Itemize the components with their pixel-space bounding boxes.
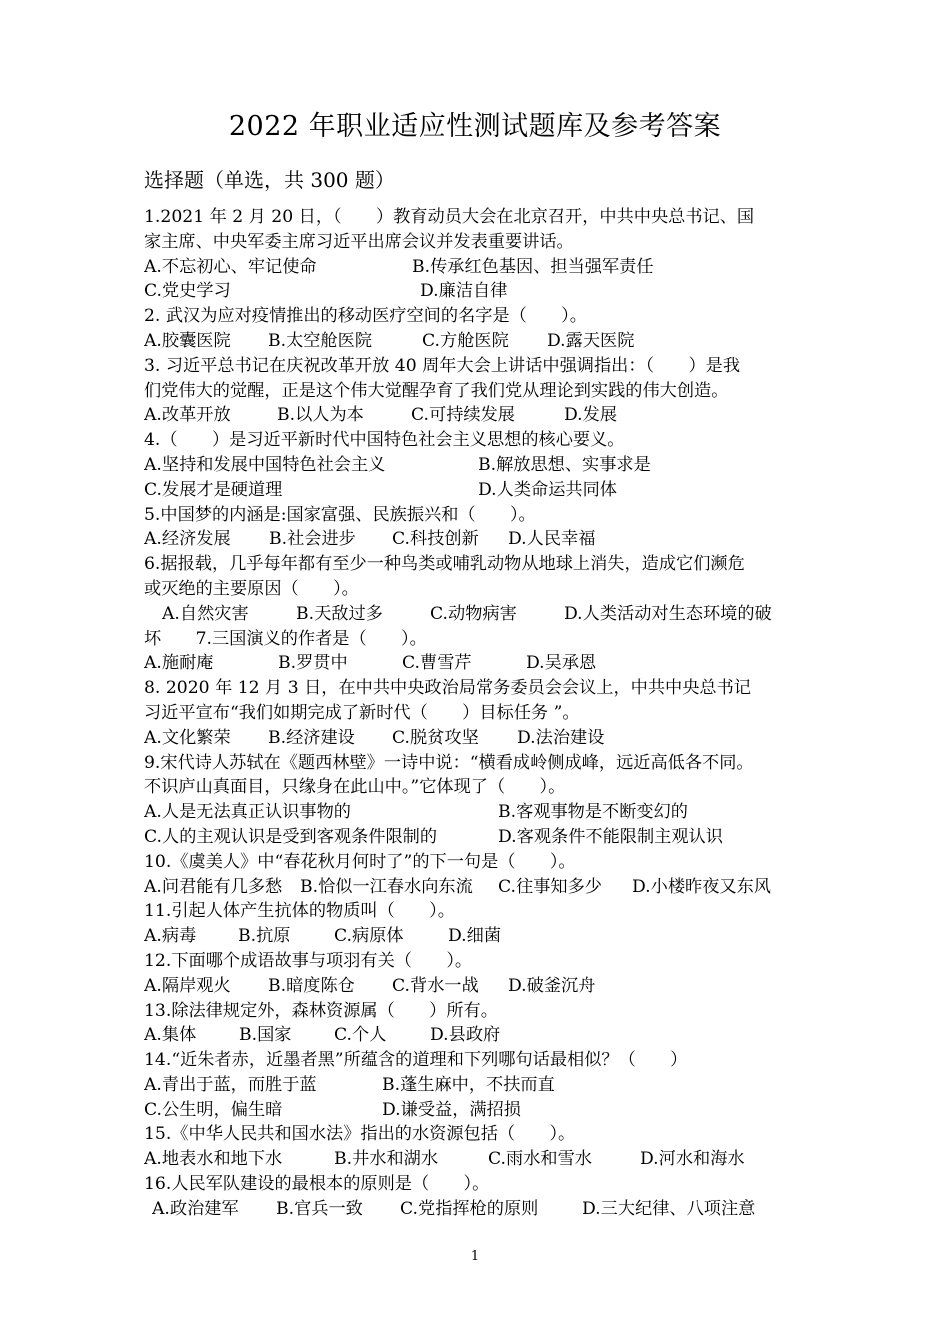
question-text: 5.中国梦的内涵是:国家富强、民族振兴和（ ）。 [144,504,536,525]
question-text: 或灭绝的主要原因（ ）。 [144,578,359,599]
page-number: 1 [470,1249,480,1264]
option: D.廉洁自律 [420,281,508,302]
question-list [144,205,820,1222]
option: B.罗贯中 [278,653,348,674]
option: B.恰似一江春水向东流 [300,876,473,897]
option: D.小楼昨夜又东风 [632,876,771,897]
option: A.改革开放 [144,405,231,426]
option: D.露天医院 [547,330,635,351]
option: A.自然灾害 [162,603,249,624]
question-text: 3. 习近平总书记在庆祝改革开放 40 周年大会上讲话中强调指出：（ ）是我 [144,355,741,376]
option: B.客观事物是不断变幻的 [498,802,688,823]
option: C.党指挥枪的原则 [400,1198,539,1219]
question-text: 2. 武汉为应对疫情推出的移动医疗空间的名字是（ ）。 [144,306,587,327]
question-text: 习近平宣布“我们如期完成了新时代（ ）目标任务 ”。 [144,702,580,723]
option: A.地表水和地下水 [144,1149,283,1170]
option: B.抗原 [238,926,291,947]
option: D.发展 [564,405,618,426]
option: A.不忘初心、牢记使命 [144,256,317,277]
document-title: 2022 年职业适应性测试题库及参考答案 [228,111,722,142]
option: C.科技创新 [392,529,479,550]
option: B.以人为本 [277,405,364,426]
option: B.经济建设 [268,727,355,748]
question-text: 16.人民军队建设的最根本的原则是（ ）。 [144,1174,490,1195]
option: C.动物病害 [430,603,517,624]
option: C.发展才是硬道理 [144,479,283,500]
option: B.解放思想、实事求是 [478,454,651,475]
option-row [144,800,820,825]
option-row [144,478,820,503]
option: D.人类命运共同体 [478,479,617,500]
option: D.客观条件不能限制主观认识 [498,826,723,847]
section-heading: 选择题（单选，共 300 题） [144,168,395,192]
option: C.个人 [334,1025,387,1046]
option: C.党史学习 [144,281,231,302]
option: D.细菌 [448,926,502,947]
question-text: 11.引起人体产生抗体的物质叫（ ）。 [144,901,455,922]
question-text: 不识庐山真面目，只缘身在此山中。”它体现了（ ）。 [144,777,566,798]
option: C.雨水和雪水 [488,1149,592,1170]
question-text: 1.2021 年 2 月 20 日，（ ）教育动员大会在北京召开，中共中央总书记、国 [144,207,755,227]
question-text: 14.“近朱者赤，近墨者黑”所蕴含的道理和下列哪句话最相似？（ ） [144,1050,688,1071]
option-row [144,1023,820,1048]
option: C.背水一战 [392,975,479,996]
option-row [144,329,820,354]
option: A.青出于蓝，而胜于蓝 [144,1074,317,1095]
option: B.传承红色基因、担当强军责任 [412,256,654,277]
option: C.人的主观认识是受到客观条件限制的 [144,826,438,847]
option: D.法治建设 [517,727,605,748]
option: A.隔岸观火 [144,975,231,996]
option: A.人是无法真正认识事物的 [144,802,351,823]
question-text: 13.除法律规定外，森林资源属（ ）所有。 [144,1000,498,1021]
option: D.破釜沉舟 [508,975,596,996]
option: D.县政府 [430,1025,501,1046]
option-row [144,1098,820,1123]
question-text: 4.（ ）是习近平新时代中国特色社会主义思想的核心要义。 [144,430,625,451]
option: C.公生明，偏生暗 [144,1099,283,1120]
option: C.曹雪芹 [402,653,472,674]
option: D.谦受益，满招损 [382,1099,521,1120]
option: A.胶囊医院 [144,330,231,351]
question-text: 坏 7.三国演义的作者是（ ）。 [144,628,427,649]
option: D.三大纪律、八项注意 [582,1198,756,1219]
option: B.社会进步 [269,529,356,550]
option-row [144,726,820,751]
question-text: 6.据报载，几乎每年都有至少一种鸟类或哺乳动物从地球上消失，造成它们濒危 [144,554,745,575]
option: A.病毒 [144,926,197,947]
question-text: 家主席、中央军委主席习近平出席会议并发表重要讲话。 [144,231,574,252]
option: A.政治建军 [152,1198,239,1219]
option-row [144,403,820,428]
option-row [144,651,820,676]
question-text: 10.《虞美人》中“春花秋月何时了”的下一句是（ ）。 [144,851,576,872]
option: B.国家 [239,1025,292,1046]
option: C.方舱医院 [422,330,509,351]
option-row [144,875,820,900]
option-row [144,453,820,478]
option: D.河水和海水 [640,1149,745,1170]
option: A.施耐庵 [144,653,214,674]
question-text: 12.下面哪个成语故事与项羽有关（ ）。 [144,950,473,971]
option-row [144,602,820,627]
option: C.往事知多少 [498,876,602,897]
option-row [144,825,820,850]
option: D.人类活动对生态环境的破 [564,603,772,624]
option: C.病原体 [334,926,404,947]
option: B.太空舱医院 [268,330,373,351]
question-text: 9.宋代诗人苏轼在《题西林壁》一诗中说：“横看成岭侧成峰，远近高低各不同。 [144,752,754,773]
option: D.人民幸福 [508,529,596,550]
question-text: 15.《中华人民共和国水法》指出的水资源包括（ ）。 [144,1124,576,1145]
option-row [144,255,820,280]
option-row [144,279,820,304]
option: A.经济发展 [144,529,231,550]
option: C.可持续发展 [411,405,515,426]
question-text: 8. 2020 年 12 月 3 日，在中共中央政治局常务委员会会议上，中共中央总书记 [144,678,751,699]
option: B.暗度陈仓 [268,975,355,996]
option-row [144,924,820,949]
option: A.集体 [144,1025,197,1046]
option-row [144,1197,820,1222]
option-row [144,1147,820,1172]
option: A.问君能有几多愁 [144,876,283,897]
option: C.脱贫攻坚 [392,727,479,748]
option: B.井水和湖水 [334,1149,439,1170]
option: B.蓬生麻中，不扶而直 [382,1074,555,1095]
option-row [144,527,820,552]
option: A.坚持和发展中国特色社会主义 [144,454,386,475]
option-row [144,974,820,999]
option: A.文化繁荣 [144,727,231,748]
option: B.官兵一致 [276,1198,363,1219]
option: D.吴承恩 [526,653,597,674]
question-text: 们党伟大的觉醒，正是这个伟大觉醒孕育了我们党从理论到实践的伟大创造。 [144,380,729,401]
option: B.天敌过多 [296,603,383,624]
option-row [144,1073,820,1098]
